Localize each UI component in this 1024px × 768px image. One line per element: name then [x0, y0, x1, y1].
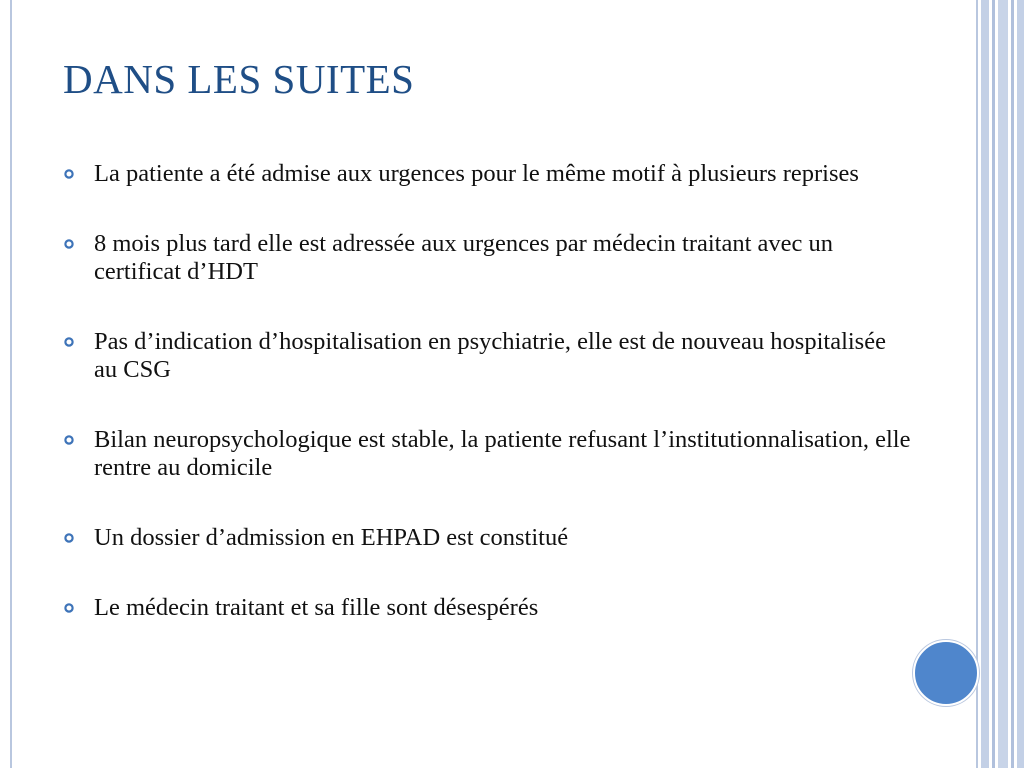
left-border-line: [10, 0, 12, 768]
stripe-4: [998, 0, 1008, 768]
ring-bullet-icon: [64, 533, 74, 543]
bullet-text: Bilan neuropsychologique est stable, la patiente refusant l’institutionnalisation, elle rentre au domicile: [94, 426, 911, 481]
bullet-item: [64, 160, 914, 188]
ring-bullet-icon: [64, 169, 74, 179]
stripe-1: [976, 0, 978, 768]
ring-bullet-icon: [64, 337, 74, 347]
decorative-circle: [913, 640, 979, 706]
slide-title: DANS LES SUITES: [63, 56, 415, 102]
bullet-text: 8 mois plus tard elle est adressée aux urgences par médecin traitant avec un certificat d’HDT: [94, 230, 834, 285]
bullet-item: [64, 230, 914, 286]
bullet-text: Le médecin traitant et sa fille sont désespérés: [94, 594, 539, 621]
bullet-item: [64, 426, 914, 482]
bullet-text: Un dossier d’admission en EHPAD est constitué: [94, 524, 569, 551]
bullet-list: [64, 160, 914, 622]
bullet-item: [64, 524, 914, 552]
ring-bullet-icon: [64, 239, 74, 249]
stripe-5: [1011, 0, 1014, 768]
ring-bullet-icon: [64, 435, 74, 445]
bullet-text: Pas d’indication d’hospitalisation en psychiatrie, elle est de nouveau hospitalisée au CSG: [94, 328, 886, 383]
stripe-3: [992, 0, 995, 768]
bullet-item: [64, 594, 914, 622]
ring-bullet-icon: [64, 603, 74, 613]
stripe-6: [1017, 0, 1024, 768]
bullet-text: La patiente a été admise aux urgences pour le même motif à plusieurs reprises: [94, 160, 859, 187]
right-decorative-stripes: [976, 0, 1024, 768]
stripe-2: [981, 0, 989, 768]
bullet-item: [64, 328, 914, 384]
